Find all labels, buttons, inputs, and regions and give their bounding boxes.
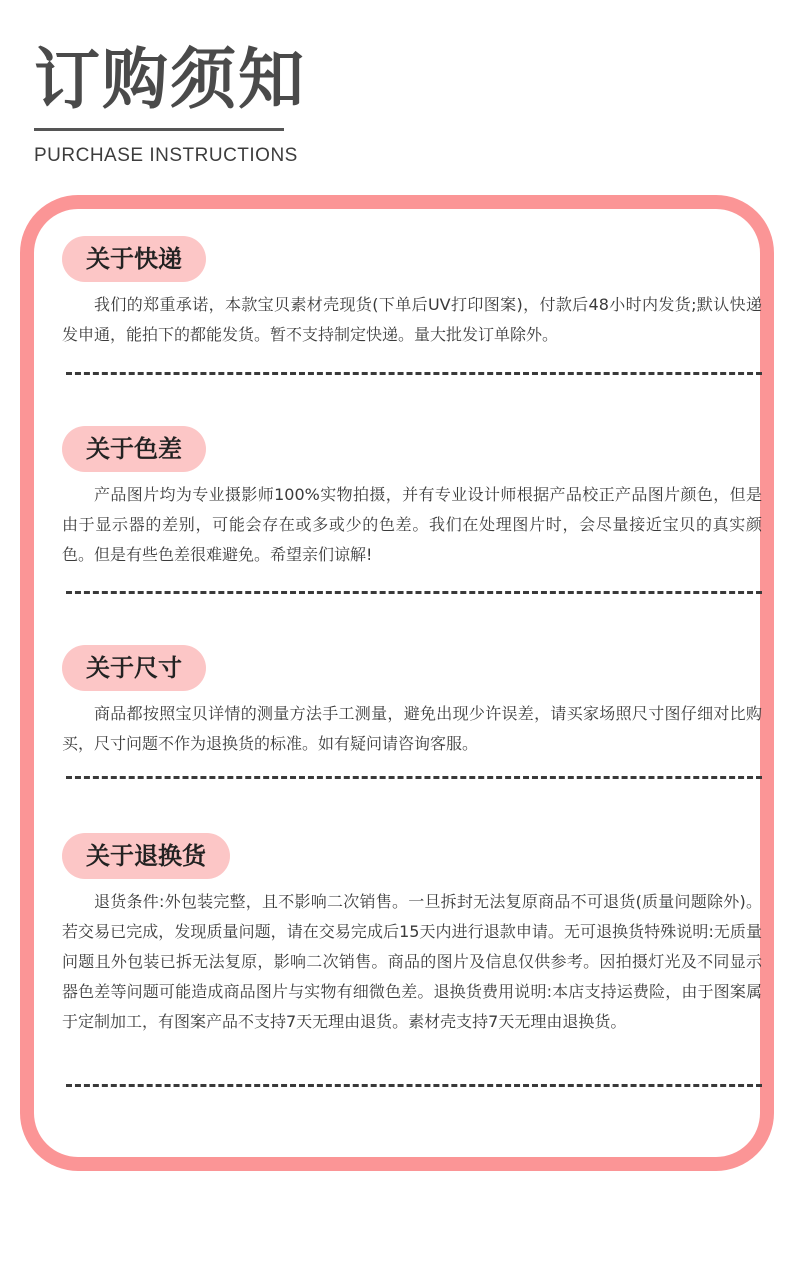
section-text-returns: 退货条件:外包装完整，且不影响二次销售。一旦拆封无法复原商品不可退货(质量问题除外)。若交易已完成，发现质量问题，请在交易完成后15天内进行退款申请。无可退换货特殊说明:无质量问题且外包装已拆无法复原，影响二次销售。商品的图片及信息仅供参考。因拍摄灯光及不同显示器色差等问题可能造成商品图片与实物有细微色差。退换货费用说明:本店支持运费险，由于图案属于定制加工，有图案产品不支持7天无理由退货。素材壳支持7天无理由退换货。 <box>62 892 762 1031</box>
page-header <box>34 40 334 167</box>
page-title: 订购须知 <box>34 41 306 118</box>
section-heading-returns: 关于退换货 <box>62 833 230 879</box>
section-heading-size: 关于尺寸 <box>62 645 206 691</box>
section-text-color-difference: 产品图片均为专业摄影师100%实物拍摄，并有专业设计师根据产品校正产品图片颜色，但是由于显示器的差别，可能会存在或多或少的色差。我们在处理图片时，会尽量接近宝贝的真实颜色。但是有些色差很难避免。希望亲们谅解! <box>62 485 762 564</box>
section-text-shipping: 我们的郑重承诺，本款宝贝素材壳现货(下单后UV打印图案)，付款后48小时内发货;默认快递发申通，能拍下的都能发货。暂不支持制定快递。量大批发订单除外。 <box>62 295 762 344</box>
section-divider <box>66 372 762 375</box>
section-size <box>62 645 762 759</box>
title-underline <box>34 128 284 131</box>
section-divider <box>66 591 762 594</box>
section-divider <box>66 776 762 779</box>
section-text-size: 商品都按照宝贝详情的测量方法手工测量，避免出现少许误差，请买家场照尺寸图仔细对比购买，尺寸问题不作为退换货的标准。如有疑问请咨询客服。 <box>62 704 762 753</box>
page-subtitle: PURCHASE INSTRUCTIONS <box>34 145 298 166</box>
section-heading-color-difference: 关于色差 <box>62 426 206 472</box>
instructions-panel <box>20 195 774 1171</box>
section-divider <box>66 1084 762 1087</box>
section-heading-shipping: 关于快递 <box>62 236 206 282</box>
section-shipping <box>62 236 762 350</box>
section-color-difference <box>62 426 762 570</box>
section-returns <box>62 833 762 1037</box>
